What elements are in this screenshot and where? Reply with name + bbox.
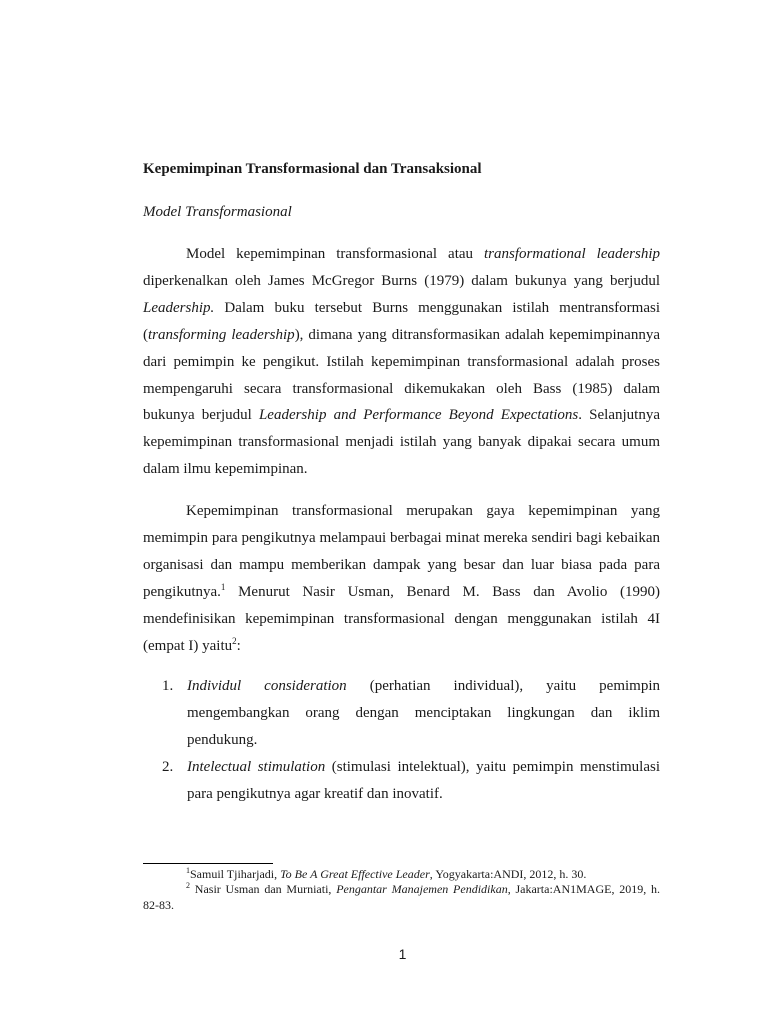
list-term: Intelectual stimulation (187, 758, 326, 775)
subsection-heading: Model Transformasional (143, 204, 292, 220)
p2-text-a: Kepemimpinan transformasional merupakan gaya kepemimpinan yang memimpin para pengikutnya melampaui berbagai minat mereka sendiri bagi kebaikan organisasi dan mampu memberikan dampak yang besar dan luar biasa pada para pengikutnya. (143, 503, 660, 600)
p1-text-i: . Selanjutnya kepemimpinan transformasional menjadi istilah yang banyak dipakai secara umum dalam ilmu kepemimpinan. (143, 407, 660, 478)
page-number: 1 (398, 946, 407, 962)
paragraph-1 (143, 241, 660, 483)
footnote-text: , Yogyakarta:ANDI, 2012, h. 30. (429, 867, 587, 881)
footnote-2 (143, 882, 660, 913)
footnote-title: To Be A Great Effective Leader (280, 867, 430, 881)
footnote-separator (143, 863, 273, 864)
p1-italic-d: Leadership. (143, 299, 215, 316)
footnote-mark: 1 (186, 866, 190, 875)
p1-italic-h: Leadership and Performance Beyond Expectations (258, 407, 579, 424)
footnote-ref-2[interactable]: 2 (232, 635, 237, 646)
p1-italic-f: transforming leadership (148, 326, 295, 343)
p1-text-a: Model kepemimpinan transformasional atau (186, 246, 485, 262)
p2-text-c: : (236, 637, 241, 654)
list-item (143, 673, 660, 754)
numbered-list (143, 673, 660, 808)
p1-text-g: ), dimana yang ditransformasikan adalah kepemimpinannya dari pemimpin ke pengikut. Istilah kepemimpinan transformasional adalah proses mempengaruhi secara transformasional dikemukakan oleh Bass (1985) dalam bukunya berjudul (143, 326, 660, 424)
list-item (143, 754, 660, 808)
list-text: (perhatian individual), yaitu pemimpin mengembangkan orang dengan menciptakan lingkungan dan iklim pendukung. (187, 678, 660, 748)
footnotes (143, 867, 660, 913)
footnote-title: Pengantar Manajemen Pendidikan (336, 882, 508, 897)
footnote-mark: 2 (186, 881, 190, 891)
footnote-text: , Jakarta:AN1MAGE, 2019, h. 82-83. (143, 882, 660, 912)
list-number: 1. (162, 678, 174, 694)
footnote-1 (143, 867, 660, 882)
p2-text-b: Menurut Nasir Usman, Benard M. Bass dan Avolio (1990) mendefinisikan kepemimpinan transformasional dengan menggunakan istilah 4I (empat I) yaitu (143, 583, 660, 654)
footnote-ref-1[interactable]: 1 (220, 581, 226, 592)
p1-text-c: diperkenalkan oleh James McGregor Burns (1979) dalam bukunya yang berjudul (143, 272, 660, 289)
footnote-text: Samuil Tjiharjadi, (190, 867, 281, 881)
list-number: 2. (162, 758, 174, 775)
p1-italic-b: transformational leadership (484, 246, 661, 262)
footnote-text: Nasir Usman dan Murniati, (194, 882, 337, 897)
paragraph-2 (143, 498, 660, 659)
section-heading: Kepemimpinan Transformasional dan Transaksional (143, 161, 482, 177)
list-text: (stimulasi intelektual), yaitu pemimpin menstimulasi para pengikutnya agar kreatif dan inovatif. (187, 758, 660, 802)
list-term: Individul consideration (187, 678, 347, 694)
p1-text-e: Dalam buku tersebut Burns menggunakan istilah mentransformasi ( (143, 299, 660, 343)
